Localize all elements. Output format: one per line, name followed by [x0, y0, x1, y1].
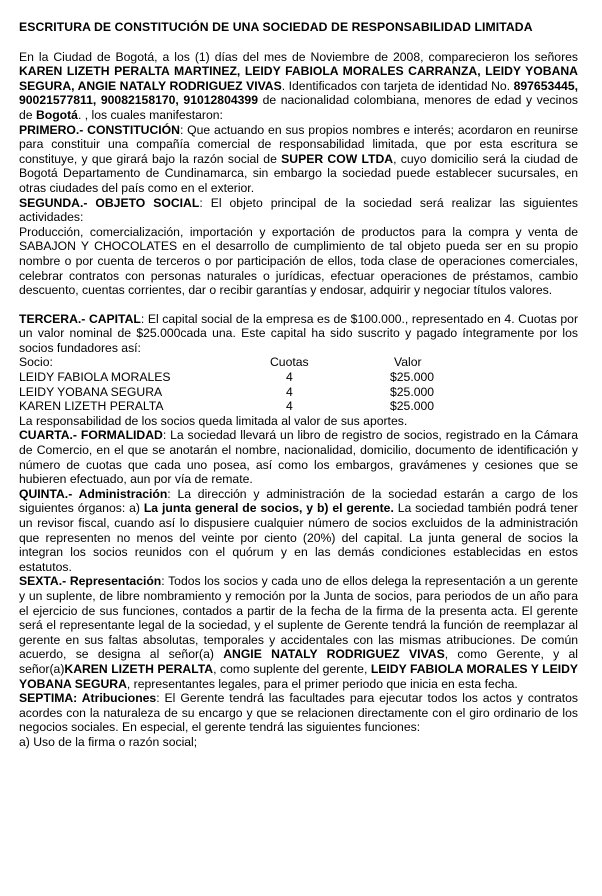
article-primero-heading: PRIMERO.- CONSTITUCIÓN: [19, 122, 180, 137]
table-row: [19, 399, 578, 414]
article-segunda-text-1: : El objeto principal de la sociedad será realizar las siguientes actividades:: [19, 195, 578, 225]
intro-text-4: . , los cuales manifestaron:: [77, 107, 223, 122]
article-sexta-text-2: , como Gerente, y al señor(a): [19, 647, 578, 676]
partner-name: KAREN LIZETH PERALTA: [19, 399, 164, 414]
article-sexta: [19, 574, 578, 691]
spacer: [19, 298, 578, 312]
intro-text-3: de nacionalidad colombiana, menores de edad y vecinos de: [19, 93, 578, 122]
article-cuarta-heading: CUARTA.- FORMALIDAD: [19, 428, 163, 443]
article-quinta: [19, 487, 578, 575]
city-name: Bogotá: [35, 107, 78, 122]
article-quinta-text-1: : La dirección y administración de la sociedad estarán a cargo de los siguientes órganos: a): [19, 486, 578, 516]
partner-cuotas: 4: [286, 370, 293, 385]
manager-name: ANGIE NATALY RODRIGUEZ VIVAS: [223, 647, 445, 662]
founders-names: KAREN LIZETH PERALTA MARTINEZ, LEIDY FABIOLA MORALES CARRANZA, LEIDY YOBANA SEGURA, ANGIE NATALY RODRIGUEZ VIVAS: [19, 64, 578, 93]
deputy-manager-name: KAREN LIZETH PERALTA: [64, 661, 214, 676]
partner-valor: $25.000: [390, 384, 435, 399]
article-cuarta-text-1: : La sociedad llevará un libro de registro de socios, registrado en la Cámara de Comercio, en el que se anotarán el nombre, nacionalidad, domicilio, documento de identificación y número de cuotas que cada uno posea, así como los embargos, gravámenes y cesiones que se hubieren efectuado, aun por vía de remate.: [19, 428, 578, 487]
article-septima: [19, 691, 578, 735]
shares-table-header: [19, 355, 578, 370]
article-sexta-heading: SEXTA.- Representación: [19, 574, 162, 589]
article-septima-text-1: : El Gerente tendrá las facultades para ejecutar todos los actos y contratos acordes con la naturaleza de su encargo y que se relacionen directamente con el giro ordinario de los negocios sociales. En especial, el gerente tendrá las siguientes funciones:: [19, 691, 578, 735]
intro-text-2: . Identificados con tarjeta de identidad No.: [281, 78, 514, 93]
table-row: [19, 370, 578, 385]
article-tercera-text-1: : El capital social de la empresa es de $100.000., representado en 4. Cuotas por un valor nominal de $25.000cada una. Este capital ha sido suscrito y pagado íntegramente por los socios fundadores así:: [19, 311, 578, 355]
column-header-valor: Valor: [394, 355, 422, 370]
company-name: SUPER COW LTDA: [281, 151, 394, 166]
partner-name: LEIDY FABIOLA MORALES: [19, 370, 171, 385]
liability-note: La responsabilidad de los socios queda limitada al valor de sus aportes.: [19, 413, 408, 428]
intro-text-1: En la Ciudad de Bogotá, a los (1) días del mes de Noviembre de 2008, comparecieron los señores: [19, 49, 578, 64]
partner-valor: $25.000: [390, 399, 435, 414]
article-quinta-text-2: La sociedad también podrá tener un revisor fiscal, cuando así lo dispusiere cualquier número de socios excluidos de la administración que representen no menos del veinte por ciento (20%) del capital. La junta general de socios la integran los socios reunidos con el quórum y en las demás condiciones establecidas en estos estatutos.: [19, 501, 578, 574]
table-row: [19, 385, 578, 400]
document-title: ESCRITURA DE CONSTITUCIÓN DE UNA SOCIEDAD DE RESPONSABILIDAD LIMITADA: [19, 20, 533, 34]
article-quinta-heading: QUINTA.- Administración: [19, 486, 168, 501]
article-segunda: [19, 196, 578, 225]
article-cuarta: [19, 428, 578, 486]
intro-paragraph: [19, 50, 578, 123]
article-primero-text-1: : Que actuando en sus propios nombres e interés; acordaron en reunirse para constituir una compañía comercial de responsabilidad limitada, que por esta escritura se constituye, y que girará bajo la razón social de: [19, 122, 578, 166]
article-segunda-heading: SEGUNDA.- OBJETO SOCIAL: [19, 195, 200, 210]
article-tercera-heading: TERCERA.- CAPITAL: [19, 311, 141, 326]
article-septima-heading: SEPTIMA: Atribuciones: [19, 691, 157, 706]
article-sexta-text-3: , como suplente del gerente,: [213, 661, 371, 676]
governing-bodies: La junta general de socios, y b) el gerente.: [143, 501, 394, 516]
partner-cuotas: 4: [286, 399, 293, 414]
list-item: a) Uso de la firma o razón social;: [19, 734, 198, 749]
partner-name: LEIDY YOBANA SEGURA: [19, 384, 163, 399]
article-primero: [19, 123, 578, 196]
partner-cuotas: 4: [286, 384, 293, 399]
id-numbers: 897653445, 90021577811, 90082158170, 91012804399: [19, 78, 578, 108]
legal-representatives: LEIDY FABIOLA MORALES Y LEIDY YOBANA SEGURA: [19, 661, 579, 691]
article-sexta-text-4: , representantes legales, para el primer periodo que inicia en esta fecha.: [126, 676, 518, 691]
column-header-socio: Socio:: [19, 355, 53, 370]
shares-table: [19, 355, 578, 413]
article-sexta-text-1: : Todos los socios y cada uno de ellos delega la representación a un gerente y un suplente, de libre nombramiento y remoción por la Junta de socios, para periodos de un año para el ejercicio de sus funciones, contados a partir de la fecha de la firma de la presenta acta. El gerente será el representante legal de la sociedad, y el suplente de Gerente tendrá la función de reemplazar al gerente en sus faltas absolutas, temporales y accidentales con las mismas atribuciones. De común acuerdo, se designa al señor(a): [19, 574, 578, 662]
partner-valor: $25.000: [390, 370, 435, 385]
article-primero-text-2: , cuyo domicilio será la ciudad de Bogotá Departamento de Cundinamarca, sin embargo la sociedad puede establecer sucursales, en otras ciudades del país como en el exterior.: [19, 151, 578, 195]
article-tercera: [19, 312, 578, 356]
article-segunda-body: Producción, comercialización, importación y exportación de productos para la compra y venta de SABAJON Y CHOCOLATES en el desarrollo de cumplimiento de tal objeto pueda ser en su propio nombre o por cuenta de terceros o por participación de ellos, toda clase de operaciones comerciales, celebrar contratos con personas naturales o jurídicas, efectuar operaciones de préstamos, cambio descuento, cuentas corrientes, dar o recibir garantías y endosar, adquirir y negociar títulos valores.: [19, 224, 578, 298]
column-header-cuotas: Cuotas: [270, 355, 309, 370]
